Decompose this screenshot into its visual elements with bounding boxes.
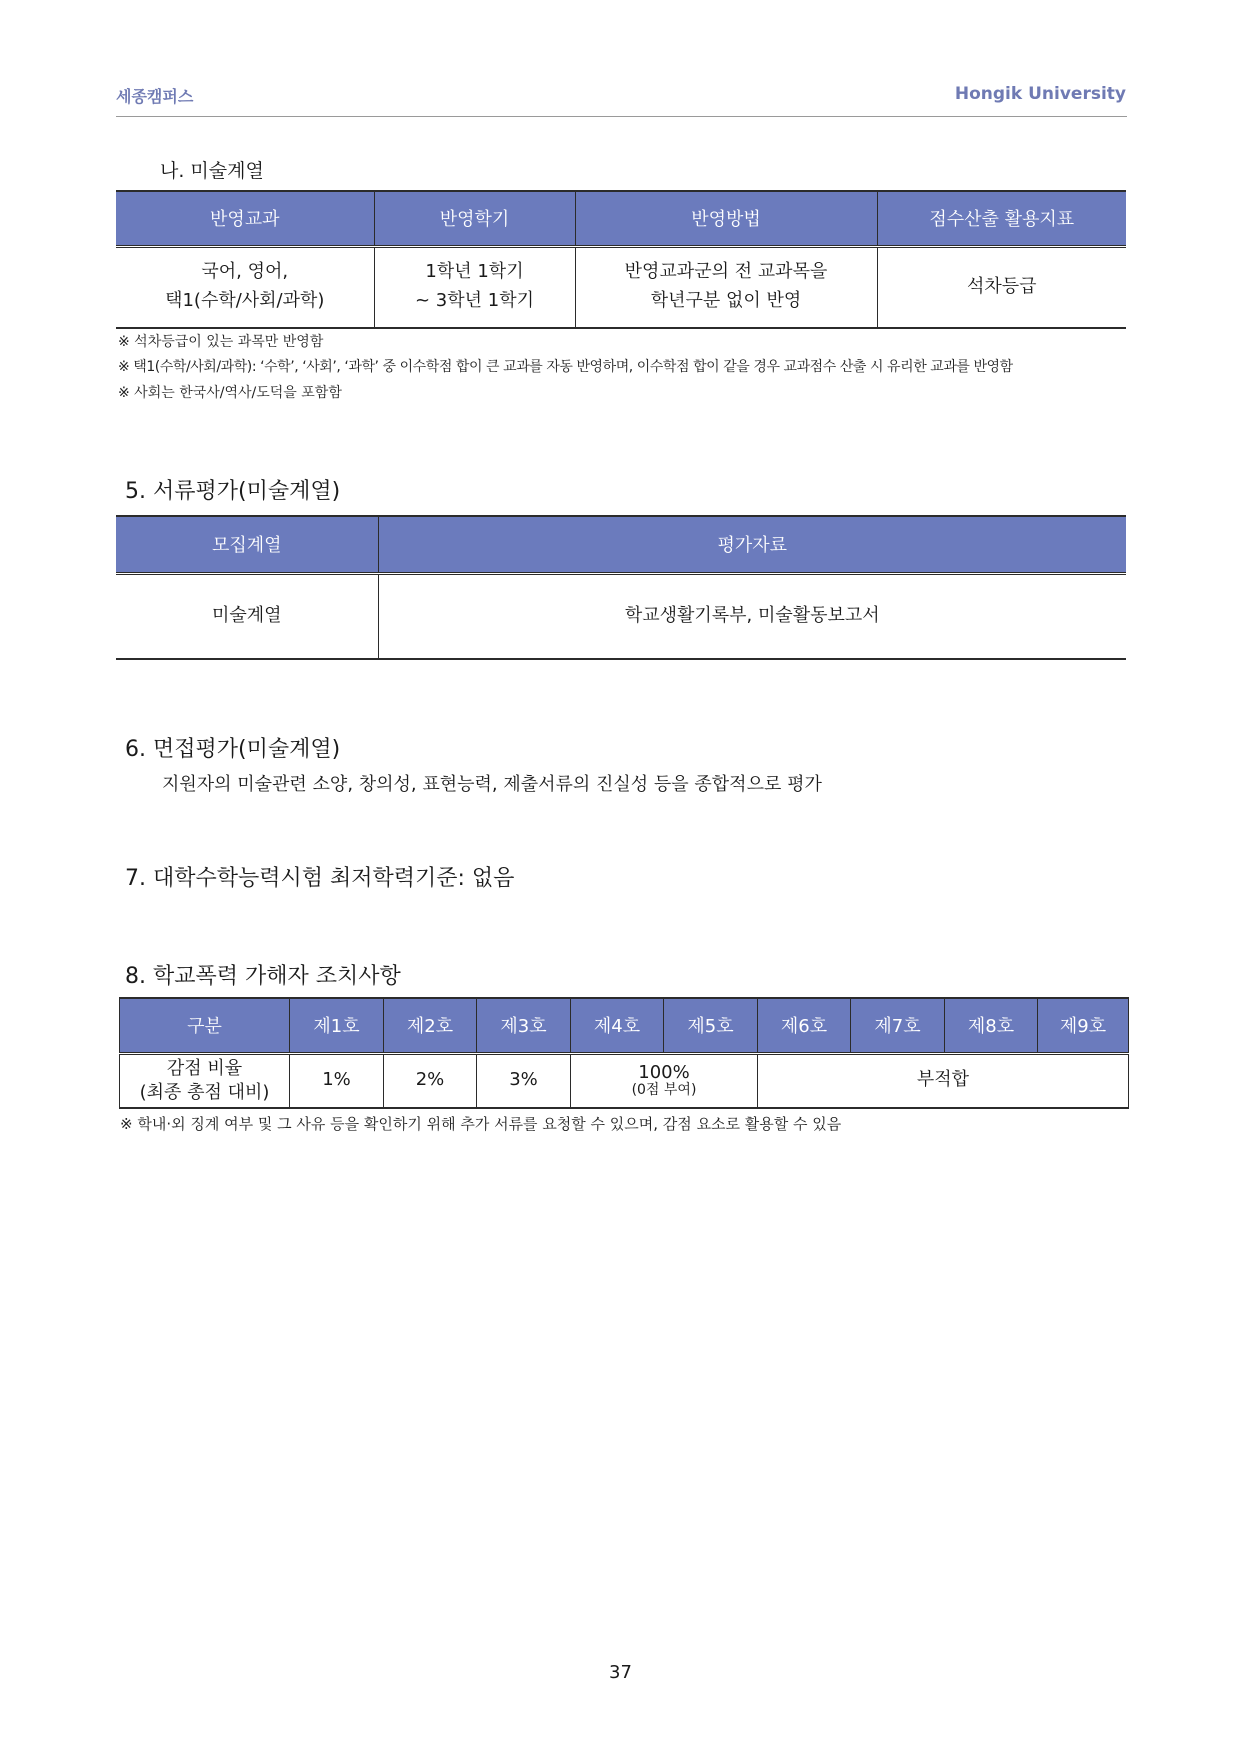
section8-title: 8. 학교폭력 가해자 조치사항 (125, 964, 401, 989)
section6-description: 지원자의 미술관련 소양, 창의성, 표현능력, 제출서류의 진실성 등을 종합적으로 평가 (162, 774, 822, 795)
cell-method (575, 246, 877, 328)
col-header-level-1: 제1호 (290, 998, 384, 1053)
section8-note: ※ 학내·외 징계 여부 및 그 사유 등을 확인하기 위해 추가 서류를 요청할 수 있으며, 감점 요소로 활용할 수 있음 (120, 1115, 842, 1133)
cell-level-4-5-value (571, 1053, 758, 1108)
header-divider (116, 116, 1127, 117)
col-header-indicator: 점수산출 활용지표 (877, 191, 1126, 246)
col-header-method: 반영방법 (575, 191, 877, 246)
cell-level-6-9-value: 부적합 (758, 1053, 1129, 1108)
section5-title: 5. 서류평가(미술계열) (125, 479, 341, 504)
section-na-title: 나. 미술계열 (160, 160, 264, 182)
grade-reflection-table (116, 190, 1126, 329)
header-campus: 세종캠퍼스 (116, 87, 194, 106)
cell-level-4-5-note: (0점 부여) (631, 1081, 697, 1098)
document-evaluation-table (116, 515, 1126, 660)
cell-level-3-value: 3% (477, 1053, 571, 1108)
col-header-level-2: 제2호 (384, 998, 477, 1053)
cell-subjects-line1: 국어, 영어, (201, 261, 289, 283)
note-rank-grade: ※ 석차등급이 있는 과목만 반영함 (118, 334, 324, 350)
col-header-subject: 반영교과 (116, 191, 374, 246)
col-header-level-4: 제4호 (571, 998, 664, 1053)
cell-deduction-label-line1: 감점 비율 (166, 1058, 243, 1080)
cell-method-line1: 반영교과군의 전 교과목을 (624, 261, 828, 283)
cell-level-4-5-percent: 100% (638, 1062, 690, 1084)
school-violence-table (119, 997, 1129, 1109)
col-header-level-5: 제5호 (664, 998, 758, 1053)
cell-semesters-line1: 1학년 1학기 (425, 261, 524, 283)
cell-semesters-line2: ~ 3학년 1학기 (415, 290, 534, 312)
cell-track: 미술계열 (116, 573, 378, 659)
col-header-level-8: 제8호 (945, 998, 1038, 1053)
cell-deduction-label (120, 1053, 290, 1108)
cell-method-line2: 학년구분 없이 반영 (650, 290, 802, 312)
col-header-level-6: 제6호 (758, 998, 851, 1053)
col-header-level-7: 제7호 (851, 998, 945, 1053)
cell-materials: 학교생활기록부, 미술활동보고서 (378, 573, 1126, 659)
cell-subjects (116, 246, 374, 328)
cell-indicator: 석차등급 (877, 246, 1126, 328)
col-header-semester: 반영학기 (374, 191, 575, 246)
section6-title: 6. 면접평가(미술계열) (125, 737, 341, 762)
col-header-level-9: 제9호 (1038, 998, 1129, 1053)
cell-level-1-value: 1% (290, 1053, 384, 1108)
page-number: 37 (609, 1662, 632, 1683)
col-header-track: 모집계열 (116, 516, 378, 573)
section7-title: 7. 대학수학능력시험 최저학력기준: 없음 (125, 866, 515, 891)
col-header-level-3: 제3호 (477, 998, 571, 1053)
cell-subjects-line2: 택1(수학/사회/과학) (165, 290, 325, 312)
cell-deduction-label-line2: (최종 총점 대비) (139, 1081, 270, 1103)
cell-level-2-value: 2% (384, 1053, 477, 1108)
note-social: ※ 사회는 한국사/역사/도덕을 포함함 (118, 385, 342, 401)
col-header-category: 구분 (120, 998, 290, 1053)
col-header-materials: 평가자료 (378, 516, 1126, 573)
cell-semesters (374, 246, 575, 328)
header-university: Hongik University (954, 84, 1126, 104)
note-elective: ※ 택1(수학/사회/과학): ‘수학’, ‘사회’, ‘과학’ 중 이수학점 합이 큰 교과를 자동 반영하며, 이수학점 합이 같을 경우 교과점수 산출 시 유리한 교과를 반영함 (118, 359, 1013, 375)
